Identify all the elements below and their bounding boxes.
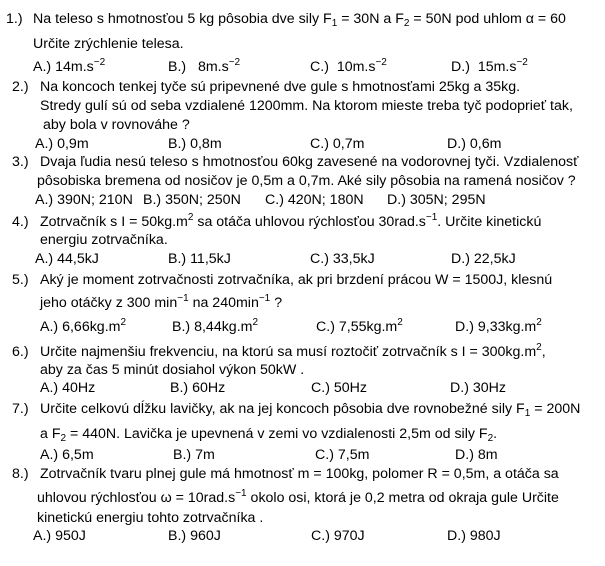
problem-text-line: aby za čas 5 minút dosiahol výkon 50kW .: [40, 362, 305, 378]
problem-text-line: Zotrvačník tvaru plnej gule má hmotnosť m = 100kg, polomer R = 0,5m, a otáča sa: [40, 466, 559, 482]
option-b[interactable]: B.) 0,8m: [168, 136, 222, 152]
problem-text-line: uhlovou rýchlosťou $\omega = 10rad.s^{-1}$ okolo osi, ktorá je 0,2 metra od okraja gule Určite: [37, 488, 559, 506]
option-d[interactable]: D.) 8m: [455, 447, 498, 463]
option-d[interactable]: D.) $15m.s^{-2}$: [451, 57, 528, 75]
option-b[interactable]: B.) 60Hz: [170, 380, 226, 396]
problem-text-line: Zotrvačník s $I = 50kg.m^2$ sa otáča uhlovou rýchlosťou $30rad.s^{-1}$. Určite kinetickú: [40, 212, 542, 230]
option-d[interactable]: D.) 980J: [447, 528, 501, 544]
option-d[interactable]: D.) 305N; 295N: [387, 192, 486, 208]
problem-text-line: Určite najmenšiu frekvenciu, na ktorú sa musí roztočiť zotrvačník s $I = 300kg.m^2$,: [40, 342, 546, 360]
option-d[interactable]: D.) 0,6m: [447, 136, 502, 152]
option-d[interactable]: D.) 30Hz: [450, 380, 506, 396]
option-a[interactable]: A.) 950J: [33, 528, 86, 544]
option-b[interactable]: B.) 7m: [173, 447, 215, 463]
problem-text-line: aby bola v rovnováhe ?: [43, 117, 190, 133]
option-b[interactable]: B.) $8,44kg.m^2$: [172, 317, 259, 335]
option-a[interactable]: A.) 390N; 210N: [35, 192, 133, 208]
problem-text-line: Na koncoch tenkej tyče sú pripevnené dve gule s hmotnosťami 25kg a 35kg.: [40, 79, 521, 95]
problem-text-line: Určite celkovú dĺžku lavičky, ak na jej koncoch pôsobia dve rovnobežné sily $F_1 = 200N$: [40, 401, 581, 419]
problem-text-line: Dvaja ľudia nesú teleso s hmotnosťou 60kg zavesené na vodorovnej tyči. Vzdialenosť: [40, 154, 579, 170]
problem-text-line: Aký je moment zotrvačnosti zotrvačníka, ak pri brzdení prácou W = 1500J, klesnú: [40, 272, 553, 288]
problem-text-line: Stredy gulí sú od seba vzdialené 1200mm. Na ktorom mieste treba tyč podoprieť tak,: [40, 98, 573, 114]
option-a[interactable]: A.) $14m.s^{-2}$: [33, 57, 106, 75]
problem-number: 4.): [12, 214, 29, 230]
problem-text-line: Na teleso s hmotnosťou 5 kg pôsobia dve sily $F_1 = 30N$ a $F_2 = 50N$ pod uhlom α = 60: [33, 11, 566, 29]
option-c[interactable]: C.) 420N; 180N: [265, 192, 364, 208]
option-c[interactable]: C.) 970J: [311, 528, 365, 544]
option-b[interactable]: B.) $8m.s^{-2}$: [168, 57, 241, 75]
problem-number: 8.): [12, 466, 29, 482]
problem-number: 2.): [12, 79, 29, 95]
option-a[interactable]: A.) 44,5kJ: [35, 251, 99, 267]
option-b[interactable]: B.) 960J: [168, 528, 221, 544]
option-c[interactable]: C.) 0,7m: [310, 136, 365, 152]
problem-number: 6.): [12, 344, 29, 360]
option-c[interactable]: C.) $10m.s^{-2}$: [310, 57, 387, 75]
problem-number: 5.): [12, 272, 29, 288]
problem-text-line: pôsobiska bremena od nosičov je 0,5m a 0,7m. Aké sily pôsobia na ramená nosičov ?: [37, 173, 576, 189]
option-a[interactable]: A.) 40Hz: [40, 380, 96, 396]
problem-number: 7.): [12, 401, 29, 417]
option-a[interactable]: A.) 0,9m: [35, 136, 89, 152]
option-b[interactable]: B.) 11,5kJ: [168, 251, 231, 267]
option-a[interactable]: A.) $6,66kg.m^2$: [40, 317, 127, 335]
problem-text-line: Určite zrýchlenie telesa.: [33, 36, 184, 52]
problem-text-line: kinetickú energiu tohto zotrvačníka .: [37, 510, 264, 526]
problem-number: 3.): [12, 154, 29, 170]
option-c[interactable]: C.) $7,55kg.m^2$: [316, 317, 403, 335]
problem-text-line: a $F_2 = 440N$. Lavička je upevnená v zemi vo vzdialenosti 2,5m od sily $F_2$.: [40, 426, 498, 444]
option-b[interactable]: B.) 350N; 250N: [143, 192, 241, 208]
option-c[interactable]: C.) 33,5kJ: [310, 251, 375, 267]
option-d[interactable]: D.) $9,33kg.m^2$: [455, 317, 542, 335]
option-d[interactable]: D.) 22,5kJ: [451, 251, 516, 267]
option-c[interactable]: C.) 7,5m: [315, 447, 370, 463]
problem-number: 1.): [6, 11, 23, 27]
problem-text-line: energiu zotrvačníka.: [40, 232, 168, 248]
problem-text-line: jeho otáčky z 300 $\min^{-1}$ na $240\min^{-1}$ ?: [40, 293, 283, 311]
option-c[interactable]: C.) 50Hz: [311, 380, 367, 396]
option-a[interactable]: A.) 6,5m: [40, 447, 94, 463]
